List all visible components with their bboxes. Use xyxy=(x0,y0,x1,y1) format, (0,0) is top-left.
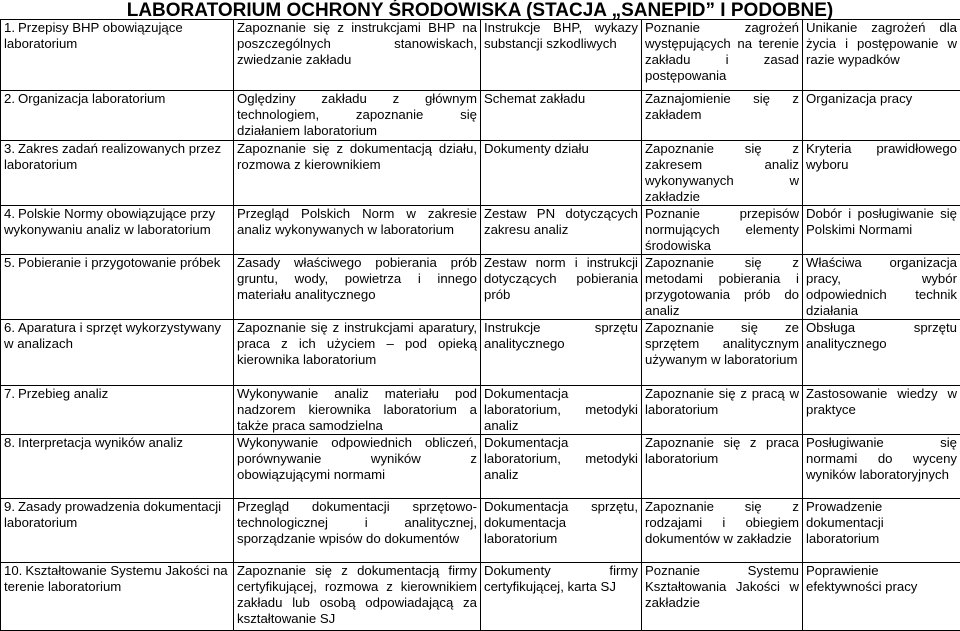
effect-cell: Prowadzenie dokumentacji laboratorium xyxy=(803,499,960,563)
skills-cell: Poznanie przepisów normujących elementy środowiska xyxy=(642,206,803,255)
topic-text: Przebieg analiz xyxy=(18,386,108,401)
skills-cell: Zaznajomienie się z zakładem xyxy=(642,91,803,141)
topic-text: Organizacja laboratorium xyxy=(18,91,165,106)
topic-cell xyxy=(1,206,234,255)
skills-cell: Zapoznanie się ze sprzętem analitycznym używanym w laboratorium xyxy=(642,320,803,386)
skills-cell: Zapoznanie się z rodzajami i obiegiem dokumentów w zakładzie xyxy=(642,499,803,563)
docs-cell: Dokumenty firmy certyfikującej, karta SJ xyxy=(481,563,642,631)
activity-cell: Zapoznanie się z instrukcjami aparatury, praca z ich użyciem – pod opieką kierownika laboratorium xyxy=(234,320,481,386)
topic-cell xyxy=(1,91,234,141)
skills-cell: Zapoznanie się z metodami pobierania i przygotowania prób do analiz xyxy=(642,255,803,320)
docs-cell: Dokumentacja sprzętu, dokumentacja laboratorium xyxy=(481,499,642,563)
effect-cell: Unikanie zagrożeń dla życia i postępowanie w razie wypadków xyxy=(803,20,960,91)
docs-cell: Zestaw PN dotyczących zakresu analiz xyxy=(481,206,642,255)
table-row xyxy=(1,206,960,255)
topic-cell xyxy=(1,320,234,386)
table-row xyxy=(1,320,960,386)
topic-cell xyxy=(1,255,234,320)
docs-cell: Dokumentacja laboratorium, metodyki analiz xyxy=(481,386,642,435)
row-number: 9. xyxy=(4,499,15,514)
skills-cell: Zapoznanie się z zakresem analiz wykonywanych w zakładzie xyxy=(642,141,803,206)
topic-cell xyxy=(1,386,234,435)
docs-cell: Schemat zakładu xyxy=(481,91,642,141)
skills-cell: Zapoznanie się z praca laboratorium xyxy=(642,435,803,499)
table-row xyxy=(1,435,960,499)
effect-cell: Zastosowanie wiedzy w praktyce xyxy=(803,386,960,435)
effect-cell: Posługiwanie się normami do wyceny wyników laboratoryjnych xyxy=(803,435,960,499)
topic-text: Kształtowanie Systemu Jakości na terenie laboratorium xyxy=(4,563,228,594)
activity-cell: Zasady właściwego pobierania prób gruntu, wody, powietrza i innego materiału analitycznego xyxy=(234,255,481,320)
activity-cell: Przegląd dokumentacji sprzętowo-technologicznej i analitycznej, sporządzanie wpisów do dokumentów xyxy=(234,499,481,563)
skills-cell: Poznanie Systemu Kształtowania Jakości w zakładzie xyxy=(642,563,803,631)
effect-cell: Kryteria prawidłowego wyboru xyxy=(803,141,960,206)
topic-cell xyxy=(1,563,234,631)
topic-text: Przepisy BHP obowiązujące laboratorium xyxy=(4,20,183,51)
internship-program-table xyxy=(0,19,960,631)
row-number: 2. xyxy=(4,91,15,106)
row-number: 4. xyxy=(4,206,15,221)
activity-cell: Zapoznanie się z dokumentacją działu, rozmowa z kierownikiem xyxy=(234,141,481,206)
row-number: 6. xyxy=(4,320,15,335)
row-number: 3. xyxy=(4,141,15,156)
topic-text: Zakres zadań realizowanych przez laboratorium xyxy=(4,141,221,172)
effect-cell: Właściwa organizacja pracy, wybór odpowiednich technik działania xyxy=(803,255,960,320)
activity-cell: Zapoznanie się z instrukcjami BHP na poszczególnych stanowiskach, zwiedzanie zakładu xyxy=(234,20,481,91)
table-row xyxy=(1,141,960,206)
activity-cell: Przegląd Polskich Norm w zakresie analiz wykonywanych w laboratorium xyxy=(234,206,481,255)
row-number: 10. xyxy=(4,563,22,578)
docs-cell: Dokumentacja laboratorium, metodyki analiz xyxy=(481,435,642,499)
activity-cell: Wykonywanie analiz materiału pod nadzorem kierownika laboratorium a także praca samodzielna xyxy=(234,386,481,435)
row-number: 5. xyxy=(4,255,15,270)
row-number: 7. xyxy=(4,386,15,401)
topic-text: Zasady prowadzenia dokumentacji laboratorium xyxy=(4,499,221,530)
topic-cell xyxy=(1,141,234,206)
effect-cell: Obsługa sprzętu analitycznego xyxy=(803,320,960,386)
topic-cell xyxy=(1,435,234,499)
topic-text: Interpretacja wyników analiz xyxy=(18,435,183,450)
page-title: LABORATORIUM OCHRONY ŚRODOWISKA (STACJA „SANEPID” I PODOBNE) xyxy=(0,0,960,22)
docs-cell: Instrukcje sprzętu analitycznego xyxy=(481,320,642,386)
row-number: 8. xyxy=(4,435,15,450)
topic-text: Pobieranie i przygotowanie próbek xyxy=(18,255,220,270)
effect-cell: Poprawienie efektywności pracy xyxy=(803,563,960,631)
topic-text: Polskie Normy obowiązujące przy wykonywaniu analiz w laboratorium xyxy=(4,206,215,237)
skills-cell: Poznanie zagrożeń występujących na terenie zakładu i zasad postępowania xyxy=(642,20,803,91)
skills-cell: Zapoznanie się z pracą w laboratorium xyxy=(642,386,803,435)
effect-cell: Organizacja pracy xyxy=(803,91,960,141)
activity-cell: Oględziny zakładu z głównym technologiem, zapoznanie się działaniem laboratorium xyxy=(234,91,481,141)
docs-cell: Instrukcje BHP, wykazy substancji szkodliwych xyxy=(481,20,642,91)
table-row xyxy=(1,20,960,91)
effect-cell: Dobór i posługiwanie się Polskimi Normami xyxy=(803,206,960,255)
table-row xyxy=(1,255,960,320)
activity-cell: Wykonywanie odpowiednich obliczeń, porównywanie wyników z obowiązującymi normami xyxy=(234,435,481,499)
table-row xyxy=(1,91,960,141)
topic-cell xyxy=(1,20,234,91)
table-row xyxy=(1,563,960,631)
table-row xyxy=(1,499,960,563)
activity-cell: Zapoznanie się z dokumentacją firmy certyfikującej, rozmowa z kierownikiem zakładu lub osobą odpowiadającą za kształtowanie SJ xyxy=(234,563,481,631)
topic-text: Aparatura i sprzęt wykorzystywany w analizach xyxy=(4,320,221,351)
row-number: 1. xyxy=(4,20,15,35)
table-row xyxy=(1,386,960,435)
docs-cell: Dokumenty działu xyxy=(481,141,642,206)
docs-cell: Zestaw norm i instrukcji dotyczących pobierania prób xyxy=(481,255,642,320)
topic-cell xyxy=(1,499,234,563)
